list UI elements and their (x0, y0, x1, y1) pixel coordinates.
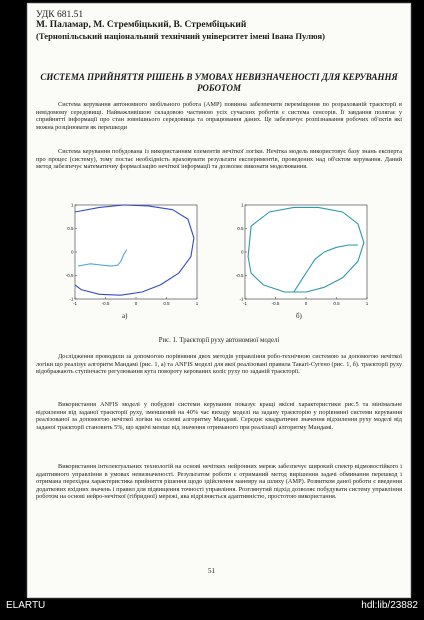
y-tick-label: 1 (70, 202, 74, 208)
y-tick-label: 1 (240, 202, 244, 208)
y-tick-label: 0.5 (237, 226, 244, 231)
x-tick-label: -0.5 (271, 301, 280, 306)
x-tick-label: 0.5 (333, 301, 340, 306)
udk-code: УДК 681.51 (36, 10, 84, 20)
trajectory-plot-a (61, 201, 201, 309)
y-tick-label: -1 (69, 296, 74, 302)
paragraph-5: Використання інтелектуальних технологій на основі нечітких нейронних мереж забезпечує широкий спектр відмовостійкого і адаптивного управління в умовах невизначеності. Результатом роботи є отриманий метод вирішення задачі обминання перешкод і отримана перехідна характеристика прийняття рішення щодо здійснення маневру на шляху (АМР). Розвитком даної роботи є введення додаткових вхідних значень і правил для підвищення точності управління. Розглянутий підхід дозволяє побудувати систему управління роботом на основі нейро-нечіткої (гібридної) мережі, яка відрізняється адаптивністю, простотою використання. (36, 463, 402, 501)
y-tick-label: -0.5 (65, 273, 74, 278)
page-number: 51 (208, 567, 215, 575)
x-tick-label: 0 (134, 301, 138, 306)
x-tick-label: -1 (242, 301, 248, 306)
y-tick-label: -0.5 (235, 273, 244, 278)
x-tick-label: 0.5 (163, 301, 170, 306)
authors: М. Паламар, М. Стрембіцький, В. Стрембіцький (36, 20, 247, 30)
affiliation: (Тернопільський національний технічний університет імені Івана Пулюя) (36, 31, 326, 41)
figure-label-a: а) (122, 312, 128, 320)
paper-page (27, 3, 411, 598)
y-tick-label: 0 (240, 249, 244, 255)
paragraph-2: Система керування побудована із використанням елементів нечіткої логіки. Нечітка модель використовує базу знань експерта про процес (систему), тому постає необхідність враховувати результати експериментів, проведених над об'єктом керування. Даний метод забезпечує математичну формалізацію нечіткої інформації та дозволяє виконати моделювання. (36, 148, 402, 171)
trajectory-plot-b (231, 201, 371, 309)
paper-title: СИСТЕМА ПРИЙНЯТТЯ РІШЕНЬ В УМОВАХ НЕВИЗНАЧЕНОСТІ ДЛЯ КЕРУВАННЯ РОБОТОМ (40, 72, 398, 93)
y-tick-label: 0 (70, 249, 74, 255)
paragraph-1: Система керування автономного мобільного робота (АМР) повинна забезпечити переміщення по розрахованій траєкторії в невідомому середовищі. Найважливішою складовою частиною усіх сучасних роботів є система сенсорів. Її завдання полягає у сприйнятті інформації про стан зовнішнього середовища та опрацювання даних. Це забезпечує розпізнавання робочих об'єктів які можна розцінювати як перешкоди (36, 101, 402, 131)
paragraph-3: Дослідження проводили за допомогою порівняння двох методів управління робо-технічною системою за допомогою нечіткої логіки що реалізує алгоритм Мандамі (рис. 1, а) та ANFIS моделі для якої реалізовані правила Такагі-Сугено (рис. 1, б). траєкторії руху відображають ступінчасте регулювання кута повороту керованих коліс руху по заданій траєкторії. (36, 353, 402, 376)
figure-label-b: б) (296, 312, 302, 320)
x-tick-label: 1 (365, 301, 369, 306)
x-tick-label: 1 (195, 301, 199, 306)
x-tick-label: 0 (304, 301, 308, 306)
plot-frame (75, 205, 197, 299)
footer-repository-name: ELARTU (6, 600, 46, 611)
x-tick-label: -0.5 (101, 301, 110, 306)
y-tick-label: -1 (239, 296, 244, 302)
figure-caption: Рис. 1. Траєкторії руху автономної моделі (158, 337, 280, 344)
y-tick-label: 0.5 (67, 226, 74, 231)
footer-handle: hdl:lib/23882 (361, 600, 418, 611)
x-tick-label: -1 (72, 301, 78, 306)
paragraph-4: Використання ANFIS моделі у побудові системи керування показує кращі якісні характеристики рис.5 та мінімальне відхилення від заданої траєкторії руху, зменшений на 40% час виходу моделі на задану траєкторію у порівнянні системи керування реалізованої за допомогою нечіткої логіки на основі алгоритму Мандамі. Середнє квадратичне значення відхилення руху моделі від заданої траєкторії становить 5%, що вдвічі менше від значення отриманого при реалізації алгоритму Мандамі. (36, 401, 402, 431)
